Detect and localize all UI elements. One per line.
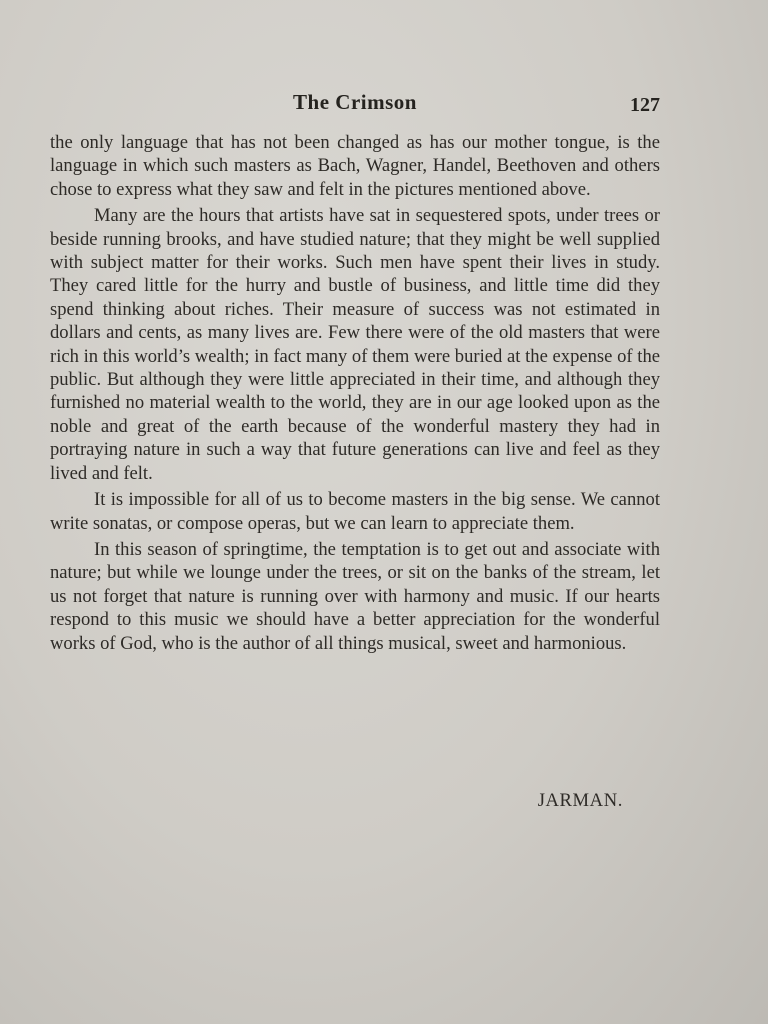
article-body — [50, 131, 660, 658]
running-title: The Crimson — [293, 90, 417, 114]
paragraph-masters: It is impossible for all of us to become masters in the big sense. We cannot write sonatas, or compose operas, but we can learn to appreciate them. — [50, 489, 660, 534]
author-signature: JARMAN. — [537, 790, 623, 811]
paragraph-springtime: In this season of springtime, the temptation is to get out and associate with nature; but while we lounge under the trees, or sit on the banks of the stream, let us not forget that nature is running over with harmony and music. If our hearts respond to this music we should have a better appreciation for the wonderful works of God, who is the author of all things musical, sweet and harmonious. — [50, 538, 660, 654]
page-header — [50, 90, 660, 120]
paragraph-continuation: the only language that has not been changed as has our mother tongue, is the language in which such masters as Bach, Wagner, Handel, Beethoven and others chose to express what they saw and felt in the pictures mentioned above. — [50, 132, 660, 200]
page-number: 127 — [630, 94, 660, 116]
paragraph-artists: Many are the hours that artists have sat in sequestered spots, under trees or beside running brooks, and have studied nature; that they might be well supplied with subject matter for their works. Such men have spent their lives in study. They cared little for the hurry and bustle of business, and little time did they spend thinking about riches. Their measure of success was not estimated in dollars and cents, as many lives are. Few there were of the old masters that were rich in this world’s wealth; in fact many of them were buried at the expense of the public. But although they were little appreciated in their time, and although they furnished no material wealth to the world, they are in our age looked upon as the noble and great of the earth because of the wonderful mastery they had in portraying nature in such a way that future generations can live and feel as they lived and felt. — [50, 205, 660, 484]
